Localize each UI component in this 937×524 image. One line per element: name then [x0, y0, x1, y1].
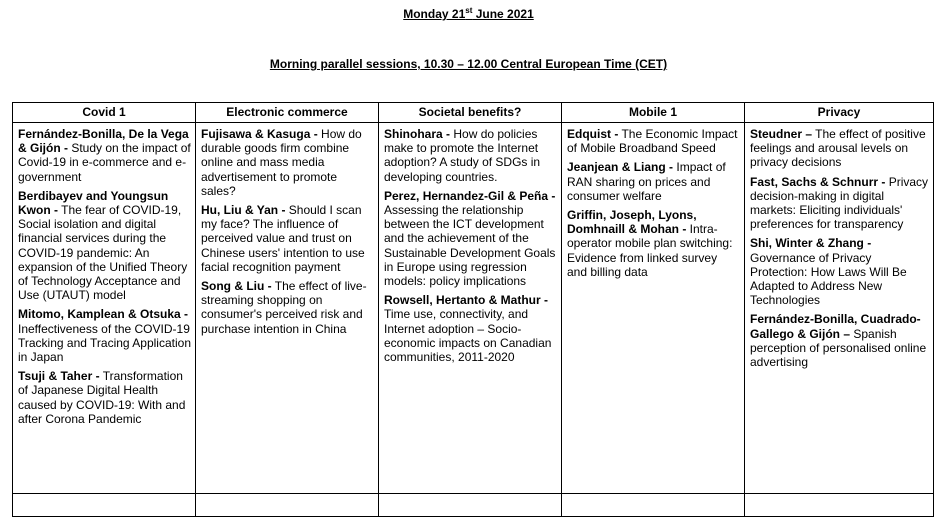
- paper-entry: [567, 160, 740, 203]
- paper-entry: [201, 127, 374, 198]
- empty-cell: [562, 494, 745, 517]
- paper-title: The effect of live-streaming shopping on consumer's perceived risk and purchase intention in China: [201, 279, 367, 336]
- paper-authors: Jeanjean & Liang -: [567, 160, 674, 175]
- paper-title: How do policies make to promote the Internet adoption? A study of SDGs in developing countries.: [384, 127, 541, 184]
- paper-entry: [201, 203, 374, 274]
- column-header-mobile-1: Mobile 1: [562, 103, 745, 123]
- paper-entry: [18, 369, 191, 426]
- column-header-electronic-commerce: Electronic commerce: [196, 103, 379, 123]
- paper-authors: Song & Liu -: [201, 279, 272, 294]
- empty-cell: [13, 494, 196, 517]
- paper-entry: [750, 312, 929, 369]
- date-prefix: Monday 21: [403, 7, 466, 21]
- paper-authors: Mitomo, Kamplean & Otsuka -: [18, 307, 189, 322]
- date-title: [0, 7, 937, 21]
- paper-title: The fear of COVID-19, Social isolation and digital financial services during the COVID-19 pandemic: An expansion of the Unified Theory of Technology Acceptance and Use (UTAUT) model: [18, 203, 188, 303]
- paper-authors: Tsuji & Taher -: [18, 369, 100, 384]
- paper-authors: Perez, Hernandez-Gil & Peña -: [384, 188, 556, 203]
- paper-title: Assessing the relationship between the ICT development and the achievement of the Sustainable Development Goals in Europe using regression models: policy implications: [384, 203, 556, 289]
- paper-entry: [750, 127, 929, 170]
- paper-entry: [384, 189, 557, 288]
- paper-authors: Berdibayev and Youngsun Kwon -: [18, 188, 169, 218]
- empty-cell: [745, 494, 934, 517]
- paper-authors: Fernández-Bonilla, De la Vega & Gijón -: [18, 127, 189, 156]
- paper-title: Transformation of Japanese Digital Health caused by COVID-19: With and after Corona Pandemic: [18, 369, 186, 426]
- sessions-table: [12, 102, 934, 517]
- paper-authors: Rowsell, Hertanto & Mathur -: [384, 293, 549, 308]
- paper-title: The effect of positive feelings and arousal levels on privacy decisions: [750, 127, 926, 170]
- paper-title: Intra-operator mobile plan switching: Evidence from linked survey and billing data: [567, 222, 733, 279]
- paper-title: Spanish perception of personalised online advertising: [750, 326, 927, 370]
- paper-entry: [384, 127, 557, 184]
- paper-authors: Hu, Liu & Yan -: [201, 203, 286, 218]
- paper-title: Impact of RAN sharing on prices and consumer welfare: [567, 160, 726, 203]
- column-header-privacy: Privacy: [745, 103, 934, 123]
- paper-authors: Fernández-Bonilla, Cuadrado-Gallego & Gijón –: [750, 312, 921, 341]
- paper-authors: Shinohara -: [384, 127, 451, 141]
- paper-entry: [384, 293, 557, 364]
- paper-title: Time use, connectivity, and Internet adoption – Socio-economic impacts on Canadian communities, 2011-2020: [384, 307, 552, 365]
- paper-authors: Steudner –: [750, 127, 813, 141]
- paper-authors: Griffin, Joseph, Lyons, Domhnaill & Mohan -: [567, 208, 697, 237]
- column-cell-covid-1: [13, 123, 196, 494]
- empty-cell: [196, 494, 379, 517]
- session-title: Morning parallel sessions, 10.30 – 12.00 Central European Time (CET): [269, 57, 668, 71]
- paper-authors: Fujisawa & Kasuga -: [201, 127, 318, 141]
- paper-entry: [567, 208, 740, 279]
- column-cell-mobile-1: [562, 123, 745, 494]
- empty-cell: [379, 494, 562, 517]
- paper-authors: Fast, Sachs & Schnurr -: [750, 174, 886, 189]
- paper-entry: [18, 189, 191, 303]
- paper-title: How do durable goods firm combine online and mass media advertisement to promote sales?: [201, 127, 362, 198]
- paper-title: Governance of Privacy Protection: How Laws Will Be Adapted to Address New Technologies: [750, 250, 907, 308]
- column-header-covid-1: Covid 1: [13, 103, 196, 123]
- paper-authors: Shi, Winter & Zhang -: [750, 236, 872, 251]
- empty-row: [13, 494, 934, 517]
- paper-entry: [750, 175, 929, 232]
- date-ordinal-suffix: st: [465, 6, 473, 15]
- paper-entry: [18, 307, 191, 364]
- paper-title: Should I scan my face? The influence of perceived value and trust on Chinese users' intention to use facial recognition payment: [201, 203, 365, 274]
- paper-title: Privacy decision-making in digital markets: Eliciting individuals' preferences for transparency: [750, 174, 929, 232]
- paper-title: The Economic Impact of Mobile Broadband Speed: [567, 127, 738, 156]
- column-cell-electronic-commerce: [196, 123, 379, 494]
- column-cell-privacy: [745, 123, 934, 494]
- paper-authors: Edquist -: [567, 127, 619, 141]
- paper-entry: [18, 127, 191, 184]
- paper-entry: [201, 279, 374, 336]
- header-row: [13, 103, 934, 123]
- column-header-societal-benefits: Societal benefits?: [379, 103, 562, 123]
- column-cell-societal-benefits: [379, 123, 562, 494]
- paper-title: Ineffectiveness of the COVID-19 Tracking and Tracing Application in Japan: [18, 321, 191, 365]
- paper-entry: [567, 127, 740, 155]
- paper-title: Study on the impact of Covid-19 in e-commerce and e-government: [18, 141, 191, 184]
- date-suffix: June 2021: [472, 7, 534, 21]
- papers-row: [13, 123, 934, 494]
- paper-entry: [750, 236, 929, 307]
